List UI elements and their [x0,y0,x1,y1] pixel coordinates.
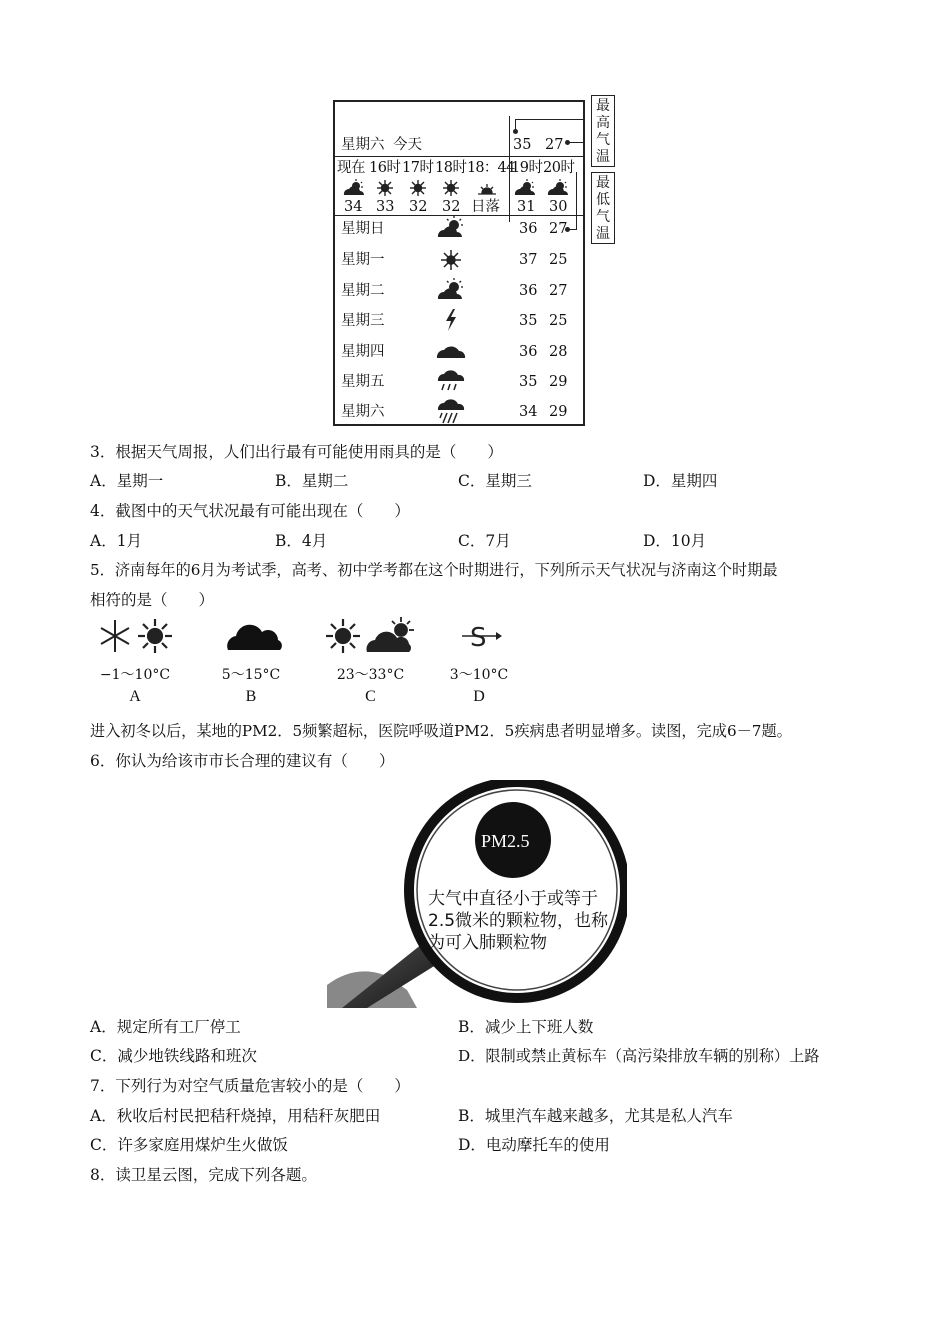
sun-icon [443,180,459,196]
day-name: 星期一 [341,252,385,268]
q4-option-b[interactable]: B．4月 [275,532,328,550]
day-high: 35 [519,313,538,329]
day-high: 36 [519,344,538,360]
day-low: 29 [549,374,568,390]
snow-sun-icon [90,616,180,656]
day-high: 37 [519,252,538,268]
sun-icon [439,248,463,272]
pm25-intro: 进入初冬以后，某地的PM2．5频繁超标，医院呼吸道PM2．5疾病患者明显增多。读图，完成6－7题。 [90,722,792,740]
q5-choice-d[interactable] [424,616,534,706]
q5-choice-c[interactable] [313,616,428,706]
cloud-icon [435,342,467,362]
max-temp-label: 最 高 气 温 [591,95,615,167]
question-4-stem: 4．截图中的天气状况最有可能出现在（ ） [90,502,410,520]
day-high: 34 [519,404,538,420]
day-name: 星期四 [341,344,385,360]
partly-cloudy-icon [435,278,465,302]
q3-option-d[interactable]: D．星期四 [643,472,718,490]
question-5-stem-line1: 5．济南每年的6月为考试季，高考、初中学考都在这个时期进行，下列所示天气状况与济南这个时期最 [90,561,778,579]
hourly-label: 19时 [511,160,543,176]
choice-range: −1～10°C [99,667,171,683]
header-today: 今天 [393,137,422,153]
day-low: 27 [549,283,568,299]
sunset-icon [478,184,496,194]
day-low: 28 [549,344,568,360]
day-name: 星期六 [341,404,385,420]
question-6-stem: 6．你认为给该市市长合理的建议有（ ） [90,752,395,770]
choice-range: 3～10°C [449,667,509,683]
sun-icon [410,180,426,196]
q7-option-d[interactable]: D．电动摩托车的使用 [458,1136,610,1154]
partly-cloudy-icon [515,179,535,195]
hourly-label: 18时 [435,160,467,176]
hourly-temp: 32 [442,199,461,215]
question-8-stem: 8．读卫星云图，完成下列各题。 [90,1166,317,1184]
day-low: 29 [549,404,568,420]
q3-option-a[interactable]: A．星期一 [90,472,164,490]
q6-option-d[interactable]: D．限制或禁止黄标车（高污染排放车辆的别称）上路 [458,1047,820,1065]
q5-choice-b[interactable] [196,616,306,706]
q5-choice-a[interactable] [80,616,190,706]
partly-cloudy-icon [344,179,364,195]
day-low: 25 [549,252,568,268]
pm25-badge: PM2.5 [481,831,530,851]
day-name: 星期二 [341,283,385,299]
choice-range: 23～33°C [336,667,405,683]
hourly-temp: 日落 [471,199,500,215]
min-temp-label: 最 低 气 温 [591,172,615,244]
sun-icon [377,180,393,196]
q7-option-b[interactable]: B．城里汽车越来越多，尤其是私人汽车 [458,1107,733,1125]
choice-label: C [365,688,376,705]
day-high: 35 [519,374,538,390]
hourly-label: 20时 [543,160,575,176]
hourly-temp: 34 [344,199,363,215]
day-low: 25 [549,313,568,329]
q7-option-a[interactable]: A．秋收后村民把秸秆烧掉，用秸秆灰肥田 [90,1107,381,1125]
day-low: 27 [549,221,568,237]
choice-label: B [245,688,257,705]
day-name: 星期五 [341,374,385,390]
hourly-temp: 30 [549,199,568,215]
magnifier-figure [327,780,627,1008]
hourly-temp: 32 [409,199,428,215]
heavy-rain-icon [436,398,466,425]
q6-option-a[interactable]: A．规定所有工厂停工 [90,1018,241,1036]
hourly-temp: 31 [517,199,536,215]
choice-label: A [129,688,141,705]
weather-forecast-panel [333,100,585,426]
hourly-label: 18：44 [467,160,515,176]
q4-option-c[interactable]: C．7月 [458,532,511,550]
q6-option-b[interactable]: B．减少上下班人数 [458,1018,594,1036]
day-name: 星期三 [341,313,385,329]
header-low: 27 [545,137,564,153]
cloud-icon [206,616,296,656]
pm25-definition-line3: 为可入肺颗粒物 [428,933,547,953]
hourly-label: 17时 [402,160,434,176]
pm25-definition-line1: 大气中直径小于或等于 [428,889,598,909]
question-7-stem: 7．下列行为对空气质量危害较小的是（ ） [90,1077,410,1095]
q6-option-c[interactable]: C．减少地铁线路和班次 [90,1047,257,1065]
q4-option-d[interactable]: D．10月 [643,532,707,550]
hourly-temp: 33 [376,199,395,215]
header-high: 35 [513,137,532,153]
question-5-stem-line2: 相符的是（ ） [90,591,215,609]
question-3-stem: 3．根据天气周报，人们出行最有可能使用雨具的是（ ） [90,443,503,461]
header-day: 星期六 [341,137,385,153]
sandstorm-icon [434,616,524,656]
hourly-label: 现在 [337,160,365,176]
day-high: 36 [519,283,538,299]
partly-cloudy-icon [435,216,465,240]
q7-option-c[interactable]: C．许多家庭用煤炉生火做饭 [90,1136,288,1154]
choice-range: 5～15°C [221,667,281,683]
lightning-icon [443,308,459,332]
q3-option-b[interactable]: B．星期二 [275,472,349,490]
q4-option-a[interactable]: A．1月 [90,532,143,550]
hourly-icons [335,178,583,198]
hourly-label: 16时 [369,160,401,176]
day-high: 36 [519,221,538,237]
sun-cloud-icon [321,616,421,656]
svg-text:S: S [470,623,487,653]
partly-cloudy-icon [548,179,568,195]
choice-label: D [473,688,485,705]
rain-icon [436,368,466,394]
pm25-definition-line2: 2.5微米的颗粒物，也称 [428,911,609,931]
q3-option-c[interactable]: C．星期三 [458,472,532,490]
day-name: 星期日 [341,221,385,237]
